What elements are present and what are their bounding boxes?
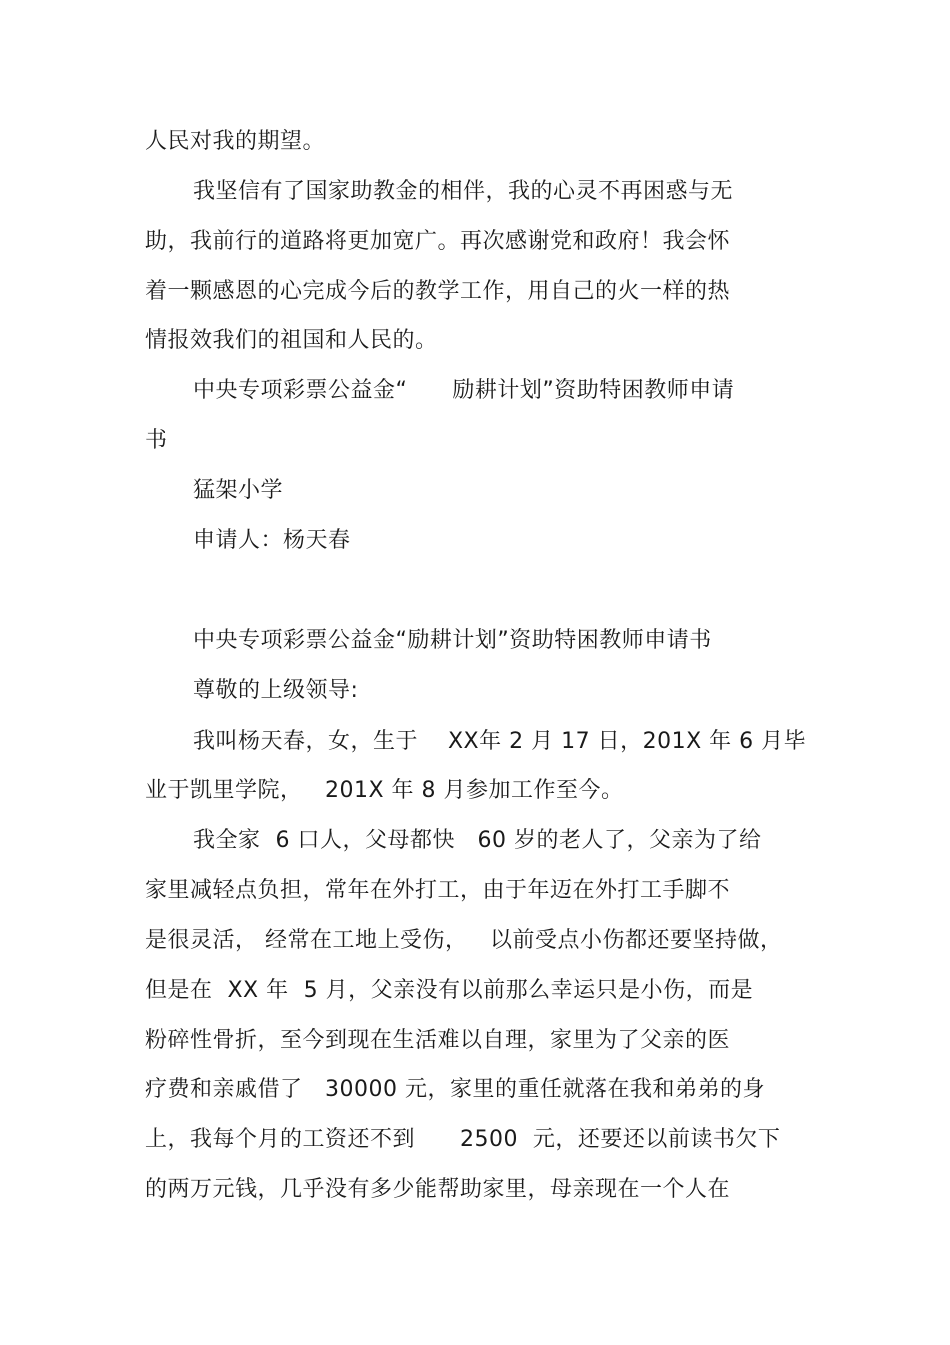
text-line: 我坚信有了国家助教金的相伴，我的心灵不再困惑与无 xyxy=(193,179,734,204)
text-line: 中央专项彩票公益金“ 励耕计划”资助特困教师申请 xyxy=(193,378,735,403)
text-line: 助，我前行的道路将更加宽广。再次感谢党和政府！我会怀 xyxy=(145,229,731,254)
applicant-line: 申请人：杨天春 xyxy=(193,528,351,553)
text-line: 业于凯里学院， 201X 年 8 月参加工作至今。 xyxy=(145,778,624,803)
text-line: 着一颗感恩的心完成今后的教学工作，用自己的火一样的热 xyxy=(145,279,731,304)
text-line: 我全家 6 口人，父母都快 60 岁的老人了，父亲为了给 xyxy=(193,828,762,853)
text-line: 是很灵活， 经常在工地上受伤， 以前受点小伤都还要坚持做， xyxy=(145,928,783,953)
text-line: 人民对我的期望。 xyxy=(145,129,326,154)
text-line: 书 xyxy=(145,428,168,453)
text-line: 的两万元钱，几乎没有多少能帮助家里，母亲现在一个人在 xyxy=(145,1177,731,1202)
text-line: 我叫杨天春，女，生于 XX年 2 月 17 日，201X 年 6 月毕 xyxy=(193,729,807,754)
text-line: 疗费和亲戚借了 30000 元，家里的重任就落在我和弟弟的身 xyxy=(145,1077,765,1102)
text-line: 上，我每个月的工资还不到 2500 元，还要还以前读书欠下 xyxy=(145,1127,781,1152)
text-line: 粉碎性骨折，至今到现在生活难以自理，家里为了父亲的医 xyxy=(145,1028,731,1053)
salutation: 尊敬的上级领导: xyxy=(193,678,359,703)
text-line: 情报效我们的祖国和人民的。 xyxy=(145,328,438,353)
school-name: 猛架小学 xyxy=(193,478,284,503)
document-title: 中央专项彩票公益金“励耕计划”资助特困教师申请书 xyxy=(193,628,712,653)
text-line: 但是在 XX 年 5 月，父亲没有以前那么幸运只是小伤，而是 xyxy=(145,978,754,1003)
text-line: 家里减轻点负担，常年在外打工，由于年迈在外打工手脚不 xyxy=(145,878,731,903)
